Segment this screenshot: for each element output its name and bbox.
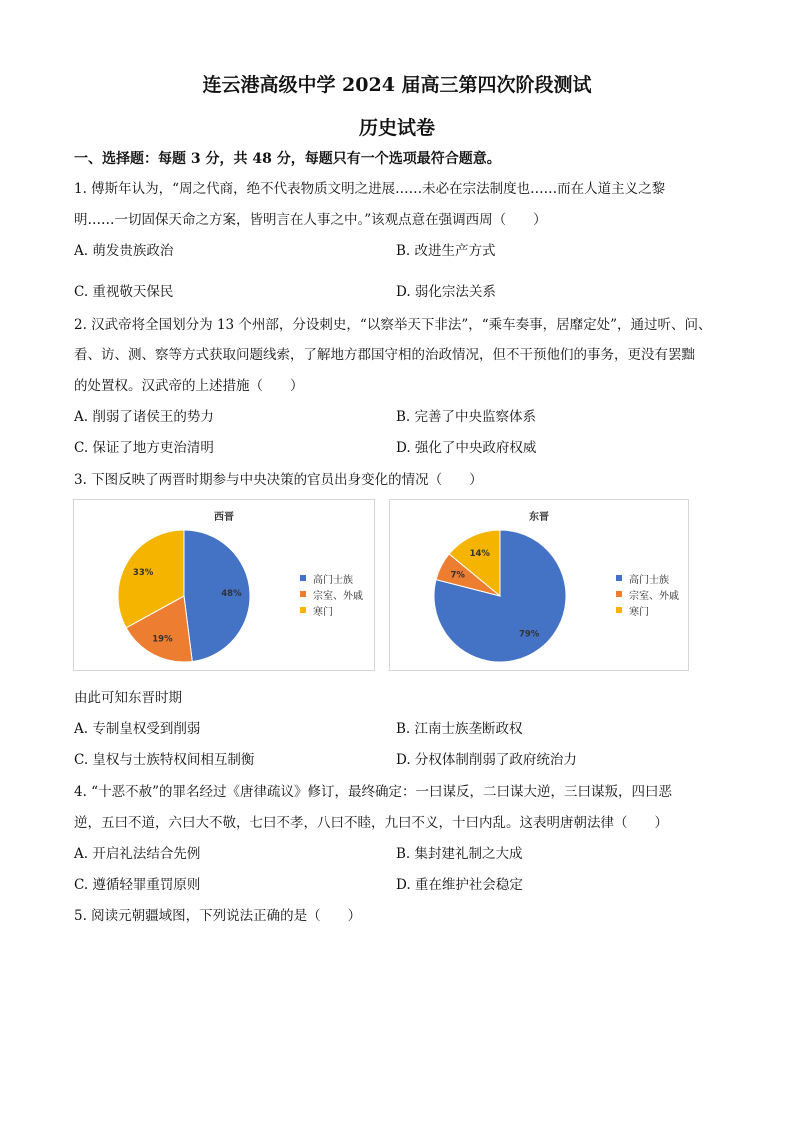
exam-title: 连云港高级中学 2024 届高三第四次阶段测试 <box>202 74 592 96</box>
legend-label: 高门士族 <box>629 574 669 586</box>
q4-option-d: D. 重在维护社会稳定 <box>396 877 523 893</box>
q2-stem-line3: 的处置权。汉武帝的上述措施（ ） <box>74 378 304 394</box>
section-heading: 一、选择题：每题 3 分，共 48 分，每题只有一个选项最符合题意。 <box>74 151 501 167</box>
pie-data-label: 79% <box>518 629 540 640</box>
q2-option-a: A. 削弱了诸侯王的势力 <box>74 409 214 425</box>
legend-item <box>616 570 679 586</box>
q3-option-d: D. 分权体制削弱了政府统治力 <box>396 752 577 768</box>
q4-option-c: C. 遵循轻罪重罚原则 <box>74 877 201 893</box>
legend-label: 寒门 <box>313 606 333 618</box>
chart-legend <box>616 570 679 618</box>
q2-option-b: B. 完善了中央监察体系 <box>396 409 537 425</box>
legend-swatch <box>616 591 622 597</box>
q4-stem-line2: 逆，五曰不道，六曰大不敬，七曰不孝，八曰不睦，九曰不义，十曰内乱。这表明唐朝法律（ ） <box>74 815 668 831</box>
exam-subtitle: 历史试卷 <box>358 117 435 139</box>
legend-swatch <box>300 591 306 597</box>
legend-swatch <box>616 575 622 581</box>
legend-label: 宗室、外戚 <box>313 590 363 602</box>
q4-stem-line1: 4. “十恶不赦”的罪名经过《唐律疏议》修订，最终确定：一曰谋反，二曰谋大逆，三曰谋叛，四曰恶 <box>74 784 672 800</box>
q1-stem-line2: 明……一切固保天命之方案，皆明言在人事之中。”该观点意在强调西周（ ） <box>74 212 547 228</box>
q2-stem-line1: 2. 汉武帝将全国划分为 13 个州部，分设刺史，“以察举天下非法”，“乘车奏事，居靡定处”，通过听、问、 <box>74 317 712 333</box>
legend-label: 高门士族 <box>313 574 353 586</box>
legend-label: 寒门 <box>629 606 649 618</box>
q2-stem-line2: 看、访、测、察等方式获取问题线索，了解地方郡国守相的治政情况，但不干预他们的事务，更没有罢黜 <box>74 347 695 363</box>
q5-stem-line1: 5. 阅读元朝疆域图，下列说法正确的是（ ） <box>74 908 362 924</box>
legend-swatch <box>300 575 306 581</box>
pie-data-label: 7% <box>450 570 465 581</box>
pie-chart-eastern-jin <box>389 499 689 671</box>
legend-item <box>300 586 363 602</box>
q2-option-d: D. 强化了中央政府权威 <box>396 440 537 456</box>
legend-swatch <box>616 607 622 613</box>
q1-stem-line1: 1. 傅斯年认为，“周之代商，绝不代表物质文明之进展……未必在宗法制度也……而在人道主义之黎 <box>74 181 666 197</box>
q3-conclusion: 由此可知东晋时期 <box>74 690 182 706</box>
pie-data-label: 19% <box>152 634 173 645</box>
q1-option-c: C. 重视敬天保民 <box>74 284 174 300</box>
q1-option-a: A. 萌发贵族政治 <box>74 243 174 259</box>
q2-option-c: C. 保证了地方吏治清明 <box>74 440 214 456</box>
legend-item <box>300 570 363 586</box>
q4-option-b: B. 集封建礼制之大成 <box>396 846 523 862</box>
q4-option-a: A. 开启礼法结合先例 <box>74 846 201 862</box>
legend-item <box>616 602 679 618</box>
chart-legend <box>300 570 363 618</box>
q3-option-a: A. 专制皇权受到削弱 <box>74 721 201 737</box>
chart-title: 西晋 <box>214 512 234 523</box>
q1-option-b: B. 改进生产方式 <box>396 243 496 259</box>
pie-data-label: 48% <box>221 589 242 600</box>
q1-option-d: D. 弱化宗法关系 <box>396 284 496 300</box>
q3-option-b: B. 江南士族垄断政权 <box>396 721 523 737</box>
q3-stem-line1: 3. 下图反映了两晋时期参与中央决策的官员出身变化的情况（ ） <box>74 472 483 488</box>
pie-chart-western-jin <box>73 499 375 671</box>
pie-data-label: 14% <box>469 549 490 559</box>
pie-data-label: 33% <box>132 567 154 578</box>
chart-title: 东晋 <box>529 512 549 523</box>
legend-item <box>300 602 363 618</box>
q3-option-c: C. 皇权与士族特权间相互制衡 <box>74 752 255 768</box>
legend-item <box>616 586 679 602</box>
legend-label: 宗室、外戚 <box>629 590 679 602</box>
legend-swatch <box>300 607 306 613</box>
